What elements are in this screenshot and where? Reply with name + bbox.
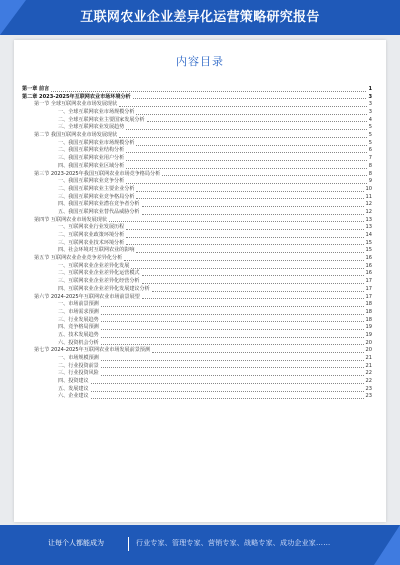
toc-list	[22, 86, 372, 401]
toc-entry[interactable]	[22, 209, 372, 217]
toc-entry-page: 17	[365, 285, 372, 292]
toc-entry-label: 四、互联网农业企业差异化发展建议分析	[58, 285, 150, 292]
toc-entry-page: 10	[365, 185, 372, 192]
toc-leader-dots	[119, 137, 367, 138]
toc-entry-page: 23	[365, 393, 372, 400]
toc-entry-label: 三、行业发展趋势	[58, 316, 99, 323]
toc-leader-dots	[136, 191, 363, 192]
toc-leader-dots	[91, 398, 364, 399]
toc-entry[interactable]	[22, 224, 372, 232]
toc-entry[interactable]	[22, 201, 372, 209]
toc-leader-dots	[126, 183, 367, 184]
toc-entry-label: 六、投资机会分析	[58, 339, 99, 346]
toc-entry[interactable]	[22, 247, 372, 255]
toc-entry-label: 第一节 全球互联网农业市场发展现状	[34, 101, 118, 108]
toc-heading: 内容目录	[176, 55, 224, 68]
toc-leader-dots	[147, 121, 367, 122]
toc-entry-page: 20	[365, 339, 372, 346]
toc-entry-label: 一、互联网农业行业发展历程	[58, 224, 125, 231]
toc-entry-label: 第二节 我国互联网农业市场发展现状	[34, 132, 118, 139]
toc-leader-dots	[152, 352, 364, 353]
toc-entry-label: 一、我国互联网农业市场规模分析	[58, 139, 135, 146]
toc-entry-label: 三、我国互联网农业竞争格局分析	[58, 193, 135, 200]
toc-leader-dots	[91, 383, 364, 384]
report-footer-bar	[0, 525, 400, 565]
toc-leader-dots	[126, 244, 363, 245]
toc-entry-page: 16	[365, 262, 372, 269]
toc-entry[interactable]	[22, 155, 372, 163]
toc-entry[interactable]	[22, 355, 372, 363]
toc-leader-dots	[126, 229, 363, 230]
footer-corner-decoration	[374, 525, 400, 565]
toc-leader-dots	[131, 268, 363, 269]
toc-entry-label: 四、社会环境对互联网农业的影响	[58, 247, 135, 254]
toc-entry[interactable]	[22, 286, 372, 294]
toc-leader-dots	[101, 367, 364, 368]
toc-entry-page: 13	[365, 216, 372, 223]
toc-leader-dots	[101, 375, 364, 376]
footer-divider	[128, 537, 129, 551]
toc-entry-label: 二、互联网农业政策环境分析	[58, 232, 125, 239]
toc-leader-dots	[109, 221, 364, 222]
toc-leader-dots	[142, 214, 364, 215]
toc-entry-label: 三、互联网农业技术环境分析	[58, 239, 125, 246]
toc-entry-page: 7	[368, 155, 372, 162]
toc-entry-label: 一、市场规模预测	[58, 355, 99, 362]
toc-entry-page: 22	[365, 378, 372, 385]
toc-entry-page: 18	[365, 308, 372, 315]
report-title: 互联网农业企业差异化运营策略研究报告	[80, 10, 320, 25]
toc-entry-page: 16	[365, 270, 372, 277]
toc-leader-dots	[101, 306, 364, 307]
toc-leader-dots	[101, 321, 364, 322]
toc-leader-dots	[133, 98, 367, 99]
toc-leader-dots	[126, 152, 367, 153]
toc-leader-dots	[101, 360, 364, 361]
toc-entry-label: 二、我国互联网农业主要企业分析	[58, 185, 135, 192]
toc-entry-page: 21	[365, 362, 372, 369]
toc-entry-page: 14	[365, 232, 372, 239]
toc-leader-dots	[124, 260, 363, 261]
toc-entry-page: 11	[365, 193, 372, 200]
toc-entry[interactable]	[22, 394, 372, 402]
toc-entry-page: 5	[368, 132, 372, 139]
report-header-bar	[0, 0, 400, 35]
toc-entry-page: 12	[365, 201, 372, 208]
toc-entry-label: 第六节 2024-2025年互联网农业市场前景展望	[34, 293, 140, 300]
toc-leader-dots	[126, 237, 363, 238]
toc-entry-label: 三、行业投资风险	[58, 370, 99, 377]
toc-entry-label: 第二章 2023-2025年互联网农业市场环境分析	[22, 93, 131, 100]
toc-entry[interactable]	[22, 347, 372, 355]
toc-entry[interactable]	[22, 370, 372, 378]
toc-leader-dots	[142, 298, 364, 299]
toc-entry[interactable]	[22, 255, 372, 263]
toc-entry[interactable]	[22, 301, 372, 309]
toc-entry-label: 二、全球互联网农业主要国家发展分析	[58, 116, 145, 123]
toc-entry-page: 8	[368, 162, 372, 169]
toc-entry-label: 二、市场需求预测	[58, 308, 99, 315]
toc-entry-label: 五、发展建议	[58, 385, 89, 392]
toc-leader-dots	[51, 91, 366, 92]
toc-leader-dots	[126, 160, 367, 161]
toc-entry-label: 三、我国互联网农业用户分析	[58, 155, 125, 162]
toc-entry-page: 21	[365, 355, 372, 362]
toc-entry-page: 8	[368, 170, 372, 177]
toc-entry-label: 第一章 前言	[22, 85, 50, 92]
toc-leader-dots	[119, 106, 367, 107]
toc-entry-label: 二、行业投资前景	[58, 362, 99, 369]
toc-entry[interactable]	[22, 109, 372, 117]
toc-entry-label: 三、全球互联网农业发展趋势	[58, 124, 125, 131]
toc-leader-dots	[136, 198, 363, 199]
toc-leader-dots	[142, 283, 364, 284]
toc-entry-page: 17	[365, 278, 372, 285]
toc-entry-label: 五、技术发展趋势	[58, 331, 99, 338]
document-page	[14, 40, 386, 522]
toc-entry-page: 12	[365, 208, 372, 215]
toc-entry-page: 19	[365, 324, 372, 331]
toc-entry[interactable]	[22, 309, 372, 317]
toc-leader-dots	[91, 391, 364, 392]
toc-entry-page: 3	[368, 109, 372, 116]
toc-entry-page: 9	[368, 178, 372, 185]
toc-entry-page: 3	[368, 93, 372, 100]
toc-entry-page: 18	[365, 316, 372, 323]
toc-leader-dots	[136, 114, 366, 115]
toc-leader-dots	[142, 206, 364, 207]
toc-entry-page: 23	[365, 385, 372, 392]
toc-leader-dots	[101, 329, 364, 330]
toc-entry[interactable]	[22, 101, 372, 109]
toc-entry-label: 一、我国互联网农业竞争分析	[58, 178, 125, 185]
toc-entry-page: 15	[365, 239, 372, 246]
toc-leader-dots	[101, 314, 364, 315]
toc-leader-dots	[142, 275, 364, 276]
toc-entry-label: 四、我国互联网农业潜在竞争者分析	[58, 201, 140, 208]
toc-leader-dots	[101, 344, 364, 345]
toc-leader-dots	[126, 168, 367, 169]
toc-entry-page: 4	[368, 116, 372, 123]
toc-entry-label: 五、我国互联网农业替代品威胁分析	[58, 208, 140, 215]
toc-leader-dots	[136, 145, 366, 146]
toc-entry-page: 1	[368, 85, 372, 92]
toc-entry-page: 19	[365, 331, 372, 338]
toc-entry-label: 四、我国互联网农业区域分析	[58, 162, 125, 169]
toc-entry-page: 5	[368, 139, 372, 146]
toc-entry-label: 第五节 互联网农业企业竞争差异化分析	[34, 255, 123, 262]
toc-leader-dots	[152, 291, 364, 292]
toc-entry[interactable]	[22, 332, 372, 340]
toc-leader-dots	[162, 175, 367, 176]
toc-entry-label: 六、企业建议	[58, 393, 89, 400]
footer-tags: 行业专家、管理专家、营销专家、战略专家、成功企业家……	[136, 539, 331, 547]
toc-entry-page: 22	[365, 370, 372, 377]
toc-entry[interactable]	[22, 324, 372, 332]
toc-entry-label: 二、互联网农业企业差异化运营模式	[58, 270, 140, 277]
toc-entry-page: 5	[368, 124, 372, 131]
toc-entry-page: 13	[365, 224, 372, 231]
toc-entry-label: 一、全球互联网农业市场规模分析	[58, 109, 135, 116]
toc-entry-label: 三、互联网农业企业差异化经营分析	[58, 278, 140, 285]
toc-entry-page: 16	[365, 255, 372, 262]
toc-leader-dots	[136, 252, 363, 253]
toc-entry-page: 17	[365, 293, 372, 300]
toc-entry[interactable]	[22, 163, 372, 171]
toc-entry-page: 20	[365, 347, 372, 354]
toc-leader-dots	[126, 129, 367, 130]
toc-entry[interactable]	[22, 86, 372, 94]
toc-entry-label: 二、我国互联网农业结构分析	[58, 147, 125, 154]
toc-entry-label: 一、互联网农业企业差异化发展	[58, 262, 130, 269]
toc-entry-page: 15	[365, 247, 372, 254]
toc-entry[interactable]	[22, 232, 372, 240]
toc-entry-label: 第三节 2023-2025年我国互联网农业市场竞争格局分析	[34, 170, 161, 177]
toc-entry[interactable]	[22, 132, 372, 140]
toc-entry[interactable]	[22, 124, 372, 132]
toc-entry-label: 四、竞争格局预测	[58, 324, 99, 331]
toc-entry[interactable]	[22, 186, 372, 194]
toc-entry[interactable]	[22, 178, 372, 186]
toc-entry-page: 18	[365, 301, 372, 308]
toc-entry-label: 一、市场前景预测	[58, 301, 99, 308]
toc-entry[interactable]	[22, 278, 372, 286]
toc-entry-label: 第四节 互联网农业市场发展现状	[34, 216, 107, 223]
toc-entry[interactable]	[22, 378, 372, 386]
footer-slogan: 让每个人都能成为	[48, 539, 104, 547]
toc-entry-page: 6	[368, 147, 372, 154]
toc-entry-page: 3	[368, 101, 372, 108]
toc-entry-label: 第七节 2024-2025年互联网农业市场发展前景预测	[34, 347, 150, 354]
toc-entry-label: 四、投资建议	[58, 378, 89, 385]
toc-leader-dots	[101, 337, 364, 338]
